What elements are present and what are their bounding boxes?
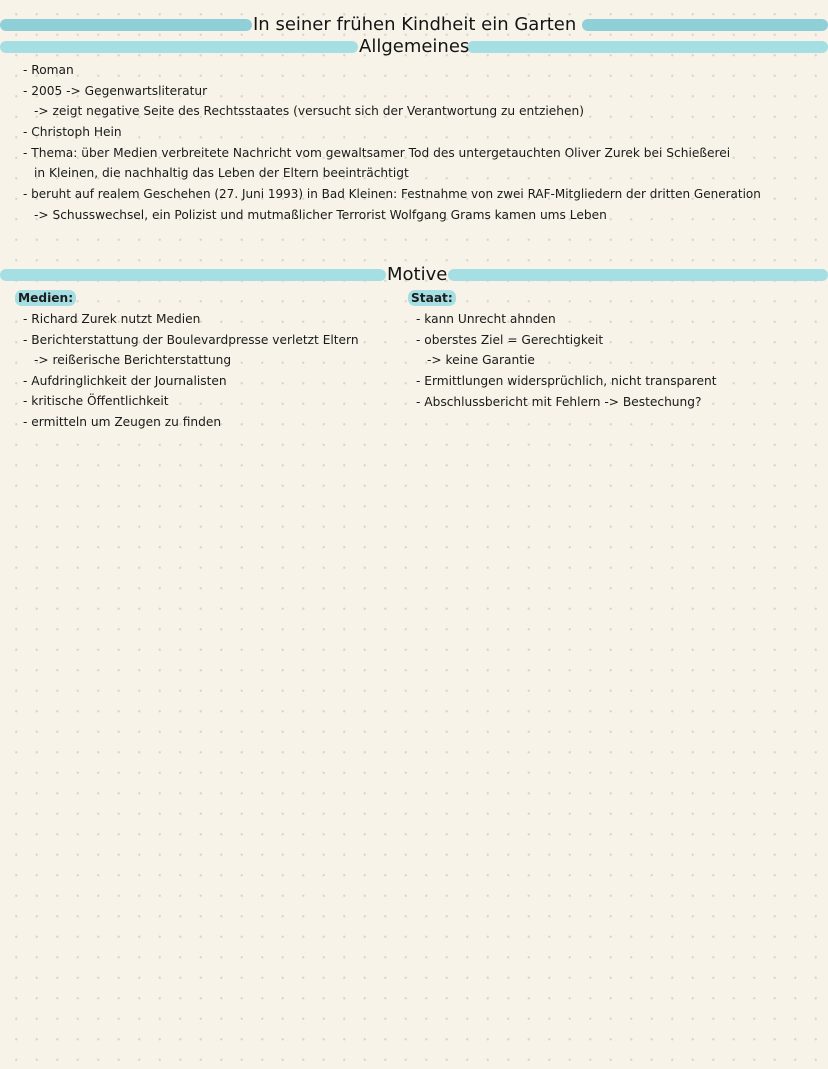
title-band-right	[582, 19, 828, 31]
motive-band-right	[448, 269, 828, 281]
medien-line: - Berichterstattung der Boulevardpresse verletzt Eltern	[23, 333, 359, 347]
general-band-left	[0, 41, 358, 53]
general-band-right	[467, 41, 828, 53]
medien-line: -> reißerische Berichterstattung	[34, 353, 232, 367]
medien-line: - Richard Zurek nutzt Medien	[23, 312, 201, 326]
medien-line: - ermitteln um Zeugen zu finden	[23, 415, 222, 429]
staat-line: - kann Unrecht ahnden	[416, 312, 556, 326]
medien-line: - Aufdringlichkeit der Journalisten	[23, 374, 227, 388]
general-line: in Kleinen, die nachhaltig das Leben der Eltern beeinträchtigt	[34, 166, 409, 180]
general-line: - beruht auf realem Geschehen (27. Juni 1993) in Bad Kleinen: Festnahme von zwei RAF-Mitgliedern der dritten Generation	[23, 187, 761, 201]
page-title: In seiner frühen Kindheit ein Garten	[253, 14, 577, 35]
staat-line: - Abschlussbericht mit Fehlern -> Bestechung?	[416, 395, 702, 409]
staat-line: - Ermittlungen widersprüchlich, nicht transparent	[416, 374, 717, 388]
general-line: - 2005 -> Gegenwartsliteratur	[23, 84, 208, 98]
general-line: - Christoph Hein	[23, 125, 122, 139]
staat-line: - oberstes Ziel = Gerechtigkeit	[416, 333, 604, 347]
motive-band-left	[0, 269, 386, 281]
medien-label: Medien:	[15, 290, 76, 306]
section-heading-general: Allgemeines	[359, 36, 470, 57]
staat-line: -> keine Garantie	[427, 353, 535, 367]
medien-line: - kritische Öffentlichkeit	[23, 394, 169, 408]
general-line: - Thema: über Medien verbreitete Nachricht vom gewaltsamer Tod des untergetauchten Oliver Zurek bei Schießerei	[23, 146, 731, 160]
general-line: - Roman	[23, 63, 74, 77]
section-heading-motive: Motive	[387, 264, 448, 285]
staat-label: Staat:	[408, 290, 456, 306]
title-band-left	[0, 19, 252, 31]
general-line: -> Schusswechsel, ein Polizist und mutmaßlicher Terrorist Wolfgang Grams kamen ums Leben	[34, 208, 607, 222]
general-line: -> zeigt negative Seite des Rechtsstaates (versucht sich der Verantwortung zu entziehen)	[34, 104, 585, 118]
